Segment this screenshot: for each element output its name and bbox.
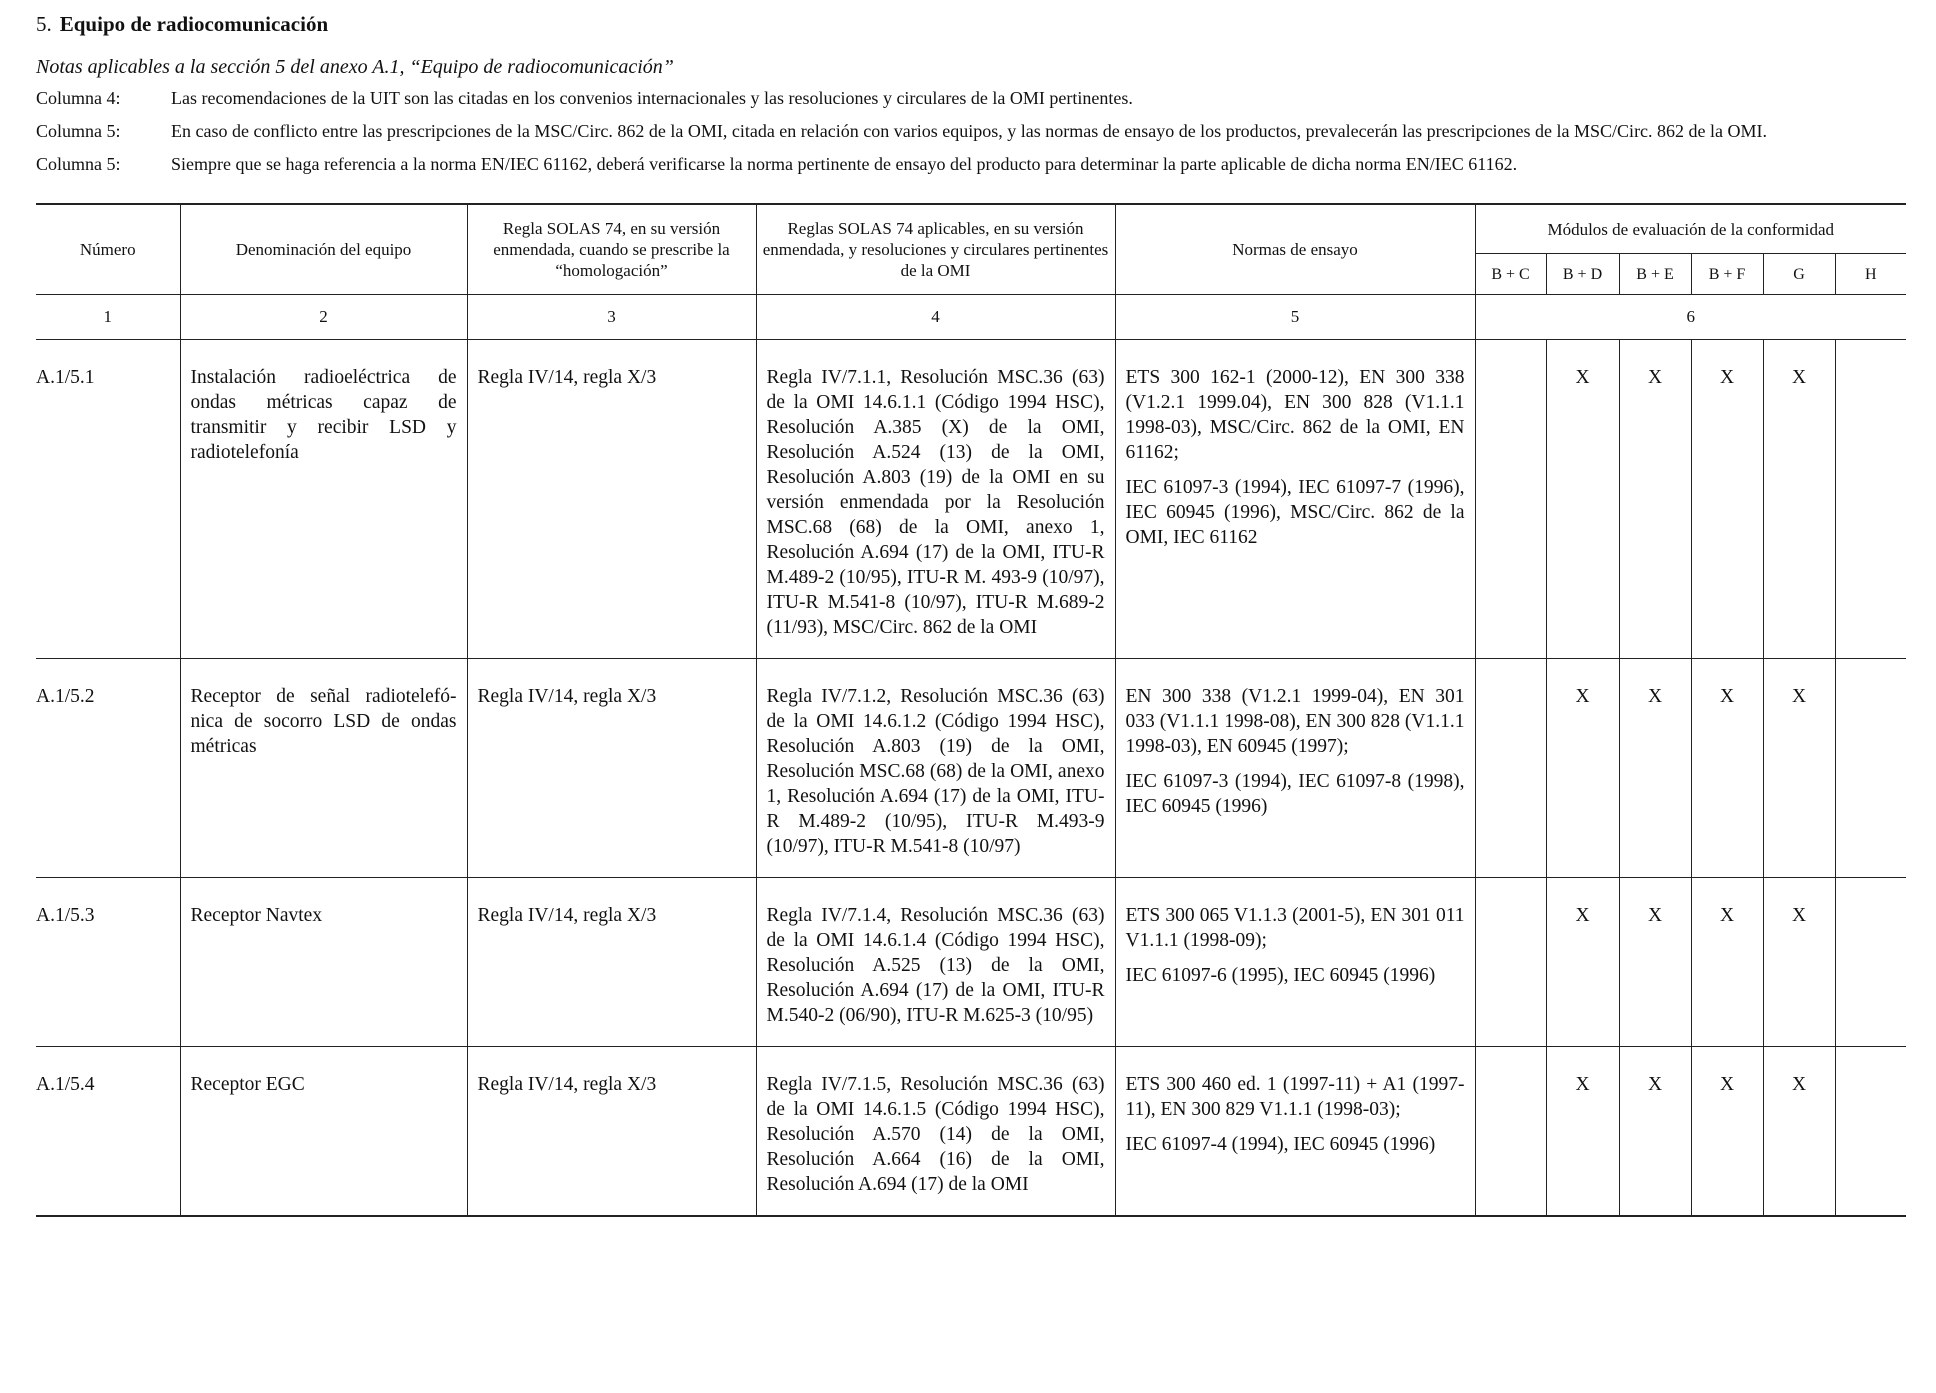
module-mark <box>1835 659 1906 878</box>
row-reglas-aplicables: Regla IV/7.1.1, Resolución MSC.36 (63) de la OMI 14.6.1.1 (Código 1994 HSC), Resolución A.385 (X) de la OMI, Resolución A.524 (13) de la OMI, Resolución A.803 (19) de la OMI en su versión enmendada por la Resolución MSC.68 (68) de la OMI, anexo 1, Resolución A.694 (17) de la OMI, ITU-R M.489-2 (10/95), ITU-R M. 493-9 (10/97), ITU-R M.541-8 (10/97), ITU-R M.689-2 (11/93), MSC/Circ. 862 de la OMI <box>756 340 1115 659</box>
row-reglas-aplicables: Regla IV/7.1.4, Resolución MSC.36 (63) de la OMI 14.6.1.4 (Código 1994 HSC), Resolución A.525 (13) de la OMI, Resolución A.694 (17) de la OMI, ITU-R M.540-2 (06/90), ITU-R M.625-3 (10/95) <box>756 878 1115 1047</box>
row-regla: Regla IV/14, regla X/3 <box>467 659 756 878</box>
module-mark: X <box>1691 1047 1763 1217</box>
row-reglas-aplicables: Regla IV/7.1.2, Resolución MSC.36 (63) de la OMI 14.6.1.2 (Código 1994 HSC), Resolución A.803 (19) de la OMI, Resolución MSC.68 (68) de la OMI, anexo 1, Resolución A.694 (17) de la OMI, ITU-R M.489-2 (10/95), ITU-R M.493-9 (10/97), ITU-R M.541-8 (10/97) <box>756 659 1115 878</box>
column-number: 1 <box>36 295 180 340</box>
normas-paragraph: IEC 61097-3 (1994), IEC 61097-7 (1996), IEC 60945 (1996), MSC/Circ. 862 de la OMI, IEC 61162 <box>1125 477 1465 548</box>
equipment-table <box>36 203 1906 1217</box>
row-numero: A.1/5.2 <box>36 659 180 878</box>
section-heading: Equipo de radiocomunicación <box>59 12 329 36</box>
module-mark: X <box>1619 878 1691 1047</box>
column-number: 4 <box>756 295 1115 340</box>
header-module: B + E <box>1619 254 1691 295</box>
column-number: 6 <box>1475 295 1906 340</box>
normas-paragraph: ETS 300 065 V1.1.3 (2001-5), EN 301 011 V1.1.1 (1998-09); <box>1125 905 1465 951</box>
row-numero: A.1/5.4 <box>36 1047 180 1217</box>
row-regla: Regla IV/14, regla X/3 <box>467 340 756 659</box>
header-modulos: Módulos de evaluación de la conformidad <box>1475 204 1906 254</box>
module-mark: X <box>1763 1047 1835 1217</box>
module-mark <box>1835 1047 1906 1217</box>
row-normas <box>1115 1047 1475 1217</box>
column-number: 2 <box>180 295 467 340</box>
note-text: En caso de conflicto entre las prescripciones de la MSC/Circ. 862 de la OMI, citada en relación con varios equipos, y las normas de ensayo de los productos, prevalecerán las prescripciones de la MSC/Circ. 862 de la OMI. <box>171 121 1768 141</box>
table-row <box>36 1047 1906 1217</box>
module-mark: X <box>1691 659 1763 878</box>
row-denominacion: Receptor de señal radiotelefó-nica de socorro LSD de ondas métricas <box>180 659 467 878</box>
module-mark: X <box>1546 878 1619 1047</box>
row-numero: A.1/5.1 <box>36 340 180 659</box>
normas-paragraph: IEC 61097-3 (1994), IEC 61097-8 (1998), IEC 60945 (1996) <box>1125 771 1465 817</box>
column-number: 5 <box>1115 295 1475 340</box>
header-numero: Número <box>36 204 180 295</box>
header-reglas-aplicables: Reglas SOLAS 74 aplicables, en su versión enmendada, y resoluciones y circulares pertinentes de la OMI <box>756 204 1115 295</box>
header-module: B + C <box>1475 254 1546 295</box>
row-numero: A.1/5.3 <box>36 878 180 1047</box>
module-mark: X <box>1763 340 1835 659</box>
module-mark <box>1475 659 1546 878</box>
section-title <box>36 12 328 37</box>
module-mark <box>1475 878 1546 1047</box>
module-mark: X <box>1546 1047 1619 1217</box>
header-module: H <box>1835 254 1906 295</box>
column-number: 3 <box>467 295 756 340</box>
row-denominacion: Receptor Navtex <box>180 878 467 1047</box>
module-mark: X <box>1619 659 1691 878</box>
note-label: Columna 5: <box>36 154 121 174</box>
module-mark: X <box>1763 878 1835 1047</box>
row-regla: Regla IV/14, regla X/3 <box>467 878 756 1047</box>
row-denominacion: Receptor EGC <box>180 1047 467 1217</box>
note-item <box>36 121 1767 142</box>
normas-paragraph: ETS 300 162-1 (2000-12), EN 300 338 (V1.2.1 1999.04), EN 300 828 (V1.1.1 1998-03), MSC/Circ. 862 de la OMI, EN 61162; <box>1125 367 1465 463</box>
row-regla: Regla IV/14, regla X/3 <box>467 1047 756 1217</box>
header-module: B + D <box>1546 254 1619 295</box>
row-normas <box>1115 878 1475 1047</box>
module-mark: X <box>1691 340 1763 659</box>
header-module: B + F <box>1691 254 1763 295</box>
note-label: Columna 4: <box>36 88 121 108</box>
note-label: Columna 5: <box>36 121 121 141</box>
row-normas <box>1115 659 1475 878</box>
notes-heading: Notas aplicables a la sección 5 del anexo A.1, “Equipo de radiocomunicación” <box>36 56 674 78</box>
header-module: G <box>1763 254 1835 295</box>
note-item <box>36 88 1133 109</box>
module-mark <box>1475 1047 1546 1217</box>
section-number: 5. <box>36 12 52 36</box>
module-mark <box>1835 340 1906 659</box>
module-mark: X <box>1546 659 1619 878</box>
row-reglas-aplicables: Regla IV/7.1.5, Resolución MSC.36 (63) de la OMI 14.6.1.5 (Código 1994 HSC), Resolución A.570 (14) de la OMI, Resolución A.664 (16) de la OMI, Resolución A.694 (17) de la OMI <box>756 1047 1115 1217</box>
module-mark: X <box>1619 340 1691 659</box>
normas-paragraph: EN 300 338 (V1.2.1 1999-04), EN 301 033 (V1.1.1 1998-08), EN 300 828 (V1.1.1 1998-03), EN 60945 (1997); <box>1125 686 1465 757</box>
module-mark: X <box>1619 1047 1691 1217</box>
table-row <box>36 878 1906 1047</box>
normas-paragraph: IEC 61097-6 (1995), IEC 60945 (1996) <box>1125 965 1436 986</box>
note-item <box>36 154 1517 175</box>
module-mark <box>1835 878 1906 1047</box>
normas-paragraph: IEC 61097-4 (1994), IEC 60945 (1996) <box>1125 1134 1436 1155</box>
header-denominacion: Denominación del equipo <box>180 204 467 295</box>
header-normas-ensayo: Normas de ensayo <box>1115 204 1475 295</box>
note-text: Siempre que se haga referencia a la norma EN/IEC 61162, deberá verificarse la norma pertinente de ensayo del producto para determinar la parte aplicable de dicha norma EN/IEC 61162. <box>171 154 1518 174</box>
note-text: Las recomendaciones de la UIT son las citadas en los convenios internacionales y las resoluciones y circulares de la OMI pertinentes. <box>171 88 1133 108</box>
table-row <box>36 340 1906 659</box>
module-mark <box>1475 340 1546 659</box>
row-normas <box>1115 340 1475 659</box>
module-mark: X <box>1546 340 1619 659</box>
header-regla-solas: Regla SOLAS 74, en su versión enmendada, cuando se prescribe la “homologación” <box>467 204 756 295</box>
module-mark: X <box>1763 659 1835 878</box>
row-denominacion: Instalación radioeléctrica de ondas métricas capaz de transmitir y recibir LSD y radiotelefonía <box>180 340 467 659</box>
table-row <box>36 659 1906 878</box>
module-mark: X <box>1691 878 1763 1047</box>
normas-paragraph: ETS 300 460 ed. 1 (1997-11) + A1 (1997-11), EN 300 829 V1.1.1 (1998-03); <box>1125 1074 1465 1120</box>
